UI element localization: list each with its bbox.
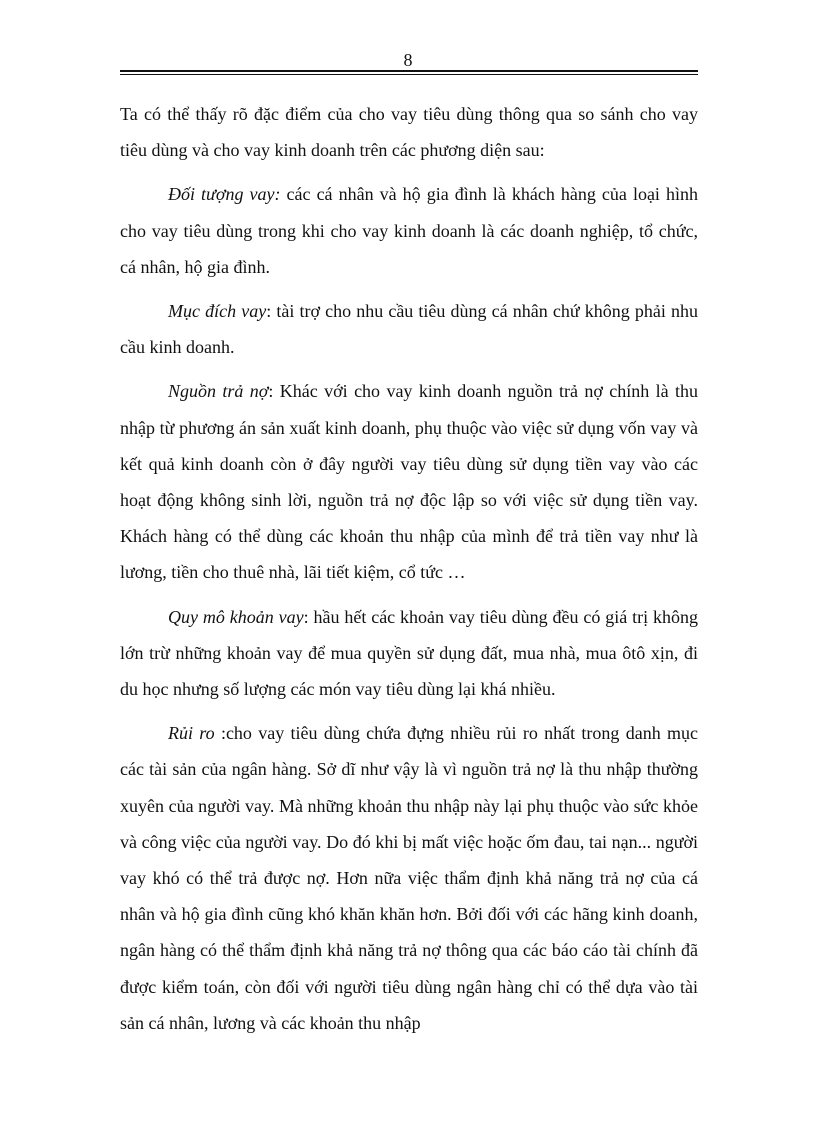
paragraph-repayment-source	[120, 373, 698, 590]
paragraph-text: Ta có thể thấy rõ đặc điểm của cho vay tiêu dùng thông qua so sánh cho vay tiêu dùng và cho vay kinh doanh trên các phương diện sau:	[120, 104, 698, 161]
paragraph-term: Quy mô khoản vay	[168, 606, 304, 627]
paragraph-text: :cho vay tiêu dùng chứa đựng nhiều rủi ro nhất trong danh mục các tài sản của ngân hàng. Sở dĩ như vậy là vì nguồn trả nợ là thu nhập thường xuyên của người vay. Mà những khoản thu nhập này lại phụ thuộc vào sức khỏe và công việc của người vay. Do đó khi bị mất việc hoặc ốm đau, tai nạn... người vay khó có thể trả được nợ. Hơn nữa việc thẩm định khả năng trả nợ của cá nhân và hộ gia đình cũng khó khăn khăn hơn. Bởi đối với các hãng kinh doanh, ngân hàng có thể thẩm định khả năng trả nợ thông qua các báo cáo tài chính đã được kiểm toán, còn đối với người tiêu dùng ngân hàng chỉ có thể dựa vào tài sản cá nhân, lương và các khoản thu nhập	[120, 723, 698, 1033]
paragraph-text: : tài trợ cho nhu cầu tiêu dùng cá nhân chứ không phải nhu cầu kinh doanh.	[120, 301, 698, 358]
document-body	[120, 96, 698, 1049]
paragraph-text: : hầu hết các khoản vay tiêu dùng đều có giá trị không lớn trừ những khoản vay để mua quyền sử dụng đất, mua nhà, mua ôtô xịn, đi du học nhưng số lượng các món vay tiêu dùng lại khá nhiều.	[120, 606, 698, 700]
paragraph-borrower	[120, 176, 698, 285]
paragraph-term: Đối tượng vay:	[168, 184, 281, 205]
paragraph-intro	[120, 96, 698, 168]
paragraph-term: Rủi ro	[168, 723, 215, 744]
paragraph-term: Nguồn trả nợ	[168, 381, 269, 402]
paragraph-text: các cá nhân và hộ gia đình là khách hàng của loại hình cho vay tiêu dùng trong khi cho vay kinh doanh là các doanh nghiệp, tổ chức, cá nhân, hộ gia đình.	[120, 184, 698, 277]
paragraph-purpose	[120, 293, 698, 365]
header-rule	[120, 70, 698, 75]
paragraph-loan-size	[120, 599, 698, 708]
paragraph-risk	[120, 715, 698, 1041]
paragraph-text: : Khác với cho vay kinh doanh nguồn trả nợ chính là thu nhập từ phương án sản xuất kinh doanh, phụ thuộc vào việc sử dụng vốn vay và kết quả kinh doanh còn ở đây người vay tiêu dùng sử dụng tiền vay vào các hoạt động không sinh lời, nguồn trả nợ độc lập so với việc sử dụng tiền vay. Khách hàng có thể dùng các khoản thu nhập của mình để trả tiền vay như là lương, tiền cho thuê nhà, lãi tiết kiệm, cổ tức …	[120, 381, 699, 583]
paragraph-term: Mục đích vay	[168, 301, 267, 322]
page-number: 8	[403, 50, 413, 70]
